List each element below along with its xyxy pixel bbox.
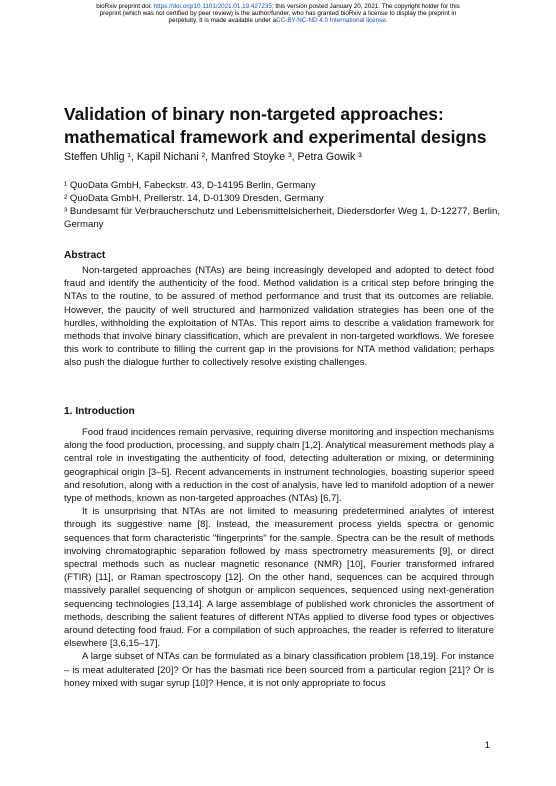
header-license-suffix: . [385, 17, 388, 25]
introduction-body [64, 426, 494, 690]
preprint-header [30, 3, 526, 25]
header-line-1 [30, 3, 526, 10]
header-doi-label: bioRxiv preprint doi: [96, 3, 154, 10]
abstract-text: Non-targeted approaches (NTAs) are being increasingly developed and adopted to detect food fraud and identify the authenticity of the food. Method validation is a critical step before bringing the NTAs to the routine, to be assured of method performance and trust that its outcomes are reliable. However, the paucity of well structured and harmonized validation strategies has been one of the hurdles, withholding the exploitation of NTAs. This report aims to describe a validation framework for methods that involve binary classification, which are prevalent in non-targeted workflows. We foresee this work to contribute to filling the current gap in the provisions for NTA method validation; perhaps also push the dialogue further to collectively resolve existing challenges. [64, 265, 494, 369]
page-number: 1 [484, 740, 490, 751]
intro-paragraph-2: It is unsurprising that NTAs are not limited to measuring predetermined analytes of interest through its suggestive name [8]. Instead, the measurement process yields spectra or genomic sequences that form characteristic "fingerprints" for the sample. Spectra can be the result of methods involving chromatographic separation followed by mass spectrometry measurements [9], or direct spectral methods such as nuclear magnetic resonance (NMR) [10], Fourier transformed infrared (FTIR) [11], or Raman spectroscopy [12]. On the other hand, sequences can be acquired through massively parallel sequencing of shotgun or amplicon sequences, sequenced using next-generation sequencing technologies [13,14]. A large assemblage of published work chronicles the assortment of methods, describing the salient features of different NTAs applied to diverse food types or objectives around detecting food fraud. For a compilation of such approaches, the reader is referred to literature elsewhere [3,6,15–17]. [64, 506, 494, 650]
affiliation-list [64, 179, 504, 231]
header-copyright: ; this version posted January 20, 2021. The copyright holder for this [271, 3, 460, 10]
affiliation-1: ¹ QuoData GmbH, Fabeckstr. 43, D-14195 Berlin, Germany [64, 180, 316, 191]
introduction-heading: 1. Introduction [64, 406, 135, 417]
paper-title: Validation of binary non-targeted approaches: mathematical framework and experimental designs [64, 104, 487, 147]
intro-paragraph-3: A large subset of NTAs can be formulated as a binary classification problem [18,19]. For instance – is meat adulterated [20]? Or has the basmati rice been sourced from a particular region [21]? Or is honey mixed with sugar syrup [10]? Hence, it is not only appropriate to focus [64, 651, 494, 689]
affiliation-3: ³ Bundesamt für Verbraucherschutz und Lebensmittelsicherheit, Diedersdorfer Weg 1, D-12277, Berlin, Germany [64, 206, 501, 230]
author-list: Steffen Uhlig ¹, Kapil Nichani ², Manfred Stoyke ³, Petra Gowik ³ [64, 151, 362, 163]
header-line-2: preprint (which was not certified by peer review) is the author/funder, who has granted bioRxiv a license to display the preprint in [99, 10, 457, 18]
intro-paragraph-1: Food fraud incidences remain pervasive, requiring diverse monitoring and inspection mechanisms along the food production, processing, and supply chain [1,2]. Analytical measurement methods play a central role in investigating the authenticity of food, detecting adulteration or mixing, or determining geographical origin [3–5]. Recent advancements in instrument technologies, boasting superior speed and resolution, along with a reduction in the cost of analysis, have led to manifold adoption of a newer type of methods, known as non-targeted approaches (NTAs) [6,7]. [64, 427, 494, 505]
doi-link[interactable]: https://doi.org/10.1101/2021.01.19.427235 [153, 3, 272, 10]
header-line-3 [30, 17, 526, 24]
license-link[interactable]: CC-BY-NC-ND 4.0 International license [276, 17, 386, 25]
header-license-prefix: perpetuity. It is made available under a [168, 17, 277, 25]
affiliation-2: ² QuoData GmbH, Prellerstr. 14, D-01309 Dresden, Germany [64, 193, 324, 204]
abstract-body [64, 264, 494, 370]
abstract-heading: Abstract [64, 250, 106, 261]
